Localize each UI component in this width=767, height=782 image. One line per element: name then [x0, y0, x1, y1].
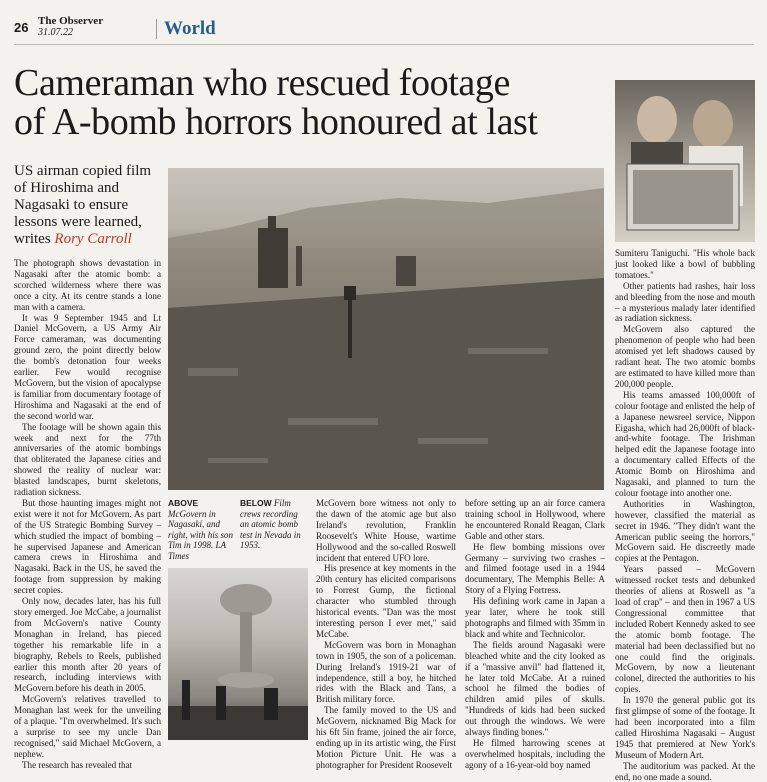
paragraph: The research has revealed that	[22, 759, 133, 770]
paragraph: He flew bombing missions over Germany – surviving two crashes – and filmed footage used in a 1944 documentary, The Memphis Belle: A Story of a Flying Fortress.	[465, 541, 605, 596]
headline-line-2: of A-bomb horrors honoured at last	[14, 101, 538, 143]
caption-above-label: ABOVE	[168, 498, 199, 508]
byline: Rory Carroll	[54, 231, 132, 247]
publication-name: The Observer	[38, 15, 104, 27]
masthead-divider	[156, 19, 157, 39]
paragraph: The auditorium was packed. At the end, no one made a sound.	[615, 760, 755, 782]
standfirst	[14, 163, 164, 248]
standfirst-text: US airman copied film of Hiroshima and Nagasaki to ensure lessons were learned, writes	[14, 163, 152, 247]
paragraph: before setting up an air force camera training school in Hollywood, where he encountered Ronald Reagan, Clark Gable and other stars.	[465, 498, 605, 541]
nagasaki-devastation-photo	[168, 168, 604, 490]
article-column-1	[14, 258, 161, 770]
paragraph: The family moved to the US and McGovern, nicknamed Big Mack for his 6ft 5in frame, joined the air force, ending up in its artistic wing, the First Motion Picture Unit. He was a photographer for President Roosevelt	[316, 705, 456, 770]
top-rule	[14, 44, 754, 45]
paragraph: The photograph shows devastation in Nagasaki after the atomic bomb: a scorched wilderness where there was once a city. At its centre stands a lone man with a camera.	[14, 258, 161, 312]
paragraph: He filmed harrowing scenes at overwhelmed hospitals, including the agony of a 16-year-old boy named	[465, 737, 605, 770]
nevada-bomb-test-photo	[168, 568, 308, 740]
paragraph: Only now, decades later, has his full story emerged. Joe McCabe, a journalist from McGovern's native County Monaghan in Ireland, has pieced together his remarkable life in a biography, Rebels to Reels, published earlier this month after 20 years of research, including interviews with McGovern before his death in 2005.	[14, 596, 161, 694]
section-label: World	[164, 18, 216, 39]
paragraph: McGovern bore witness not only to the dawn of the atomic age but also Ireland's revolution, Franklin Roosevelt's White House, wartime Hollywood and the so-called Roswell incident that entered UFO lore.	[316, 498, 456, 563]
masthead	[38, 16, 103, 38]
paragraph: The fields around Nagasaki were bleached white and the city looked as if a "massive anvil" had flattened it, he later told McCabe. At a ruined school he filmed the bodies of children amid piles of skulls. "Hundreds of kids had been sucked out through the windows. We were always finding bones."	[465, 639, 605, 738]
paragraph: It was 9 September 1945 and Lt Daniel McGovern, a US Army Air Force cameraman, was documenting ground zero, the point directly below the bomb's detonation four weeks earlier. Few would recognise McGovern, but the vision of apocalypse is familiar from documentary footage of Hiroshima and Nagasaki at the end of the second world war.	[14, 312, 161, 421]
article-column-4	[465, 498, 605, 770]
article-column-3	[316, 498, 456, 770]
paragraph: The footage will be shown again this week and next for the 77th anniversaries of the atomic bombings that obliterated the Japanese cities and showed the reality of nuclear war: blasted landscapes, burnt skeletons, radiation sickness.	[14, 421, 161, 498]
caption-below-label: BELOW	[240, 498, 272, 508]
caption-above	[168, 498, 234, 561]
paragraph: Sumiteru Taniguchi. "His whole back just looked like a bowl of bubbling tomatoes."	[615, 248, 755, 280]
page-number: 26	[14, 20, 29, 35]
paragraph: Years passed – McGovern witnessed rocket tests and debunked theories of aliens at Roswell as "a load of crap" – and then in 1967 a US Congressional committee that included Robert Kennedy asked to see the atomic bomb footage. The material had been declassified but no one could find the originals. McGovern, by now a lieutenant colonel, directed the authorities to his copies.	[615, 564, 755, 695]
paragraph: His presence at key moments in the 20th century has elicited comparisons to Forrest Gump, the fictional character who stumbled through historical events. "Dan was the most interesting person I ever met," said McCabe.	[316, 563, 456, 639]
caption-above-text: McGovern in Nagasaki, and right, with his son Tim in 1998.	[168, 508, 234, 550]
caption-above-credit: LA Times	[168, 540, 226, 561]
paragraph: McGovern's relatives travelled to Monaghan last week for the unveiling of a plaque. "I'm overwhelmed. It's such a surprise to see my uncle Dan recognised," said Michael McGovern, a nephew.	[14, 694, 161, 759]
article-column-5	[615, 248, 755, 782]
issue-date: 31.07.22	[38, 27, 73, 38]
paragraph: But those haunting images might not exist were it not for McGovern. As part of the US Strategic Bombing Survey – which studied the impact of bombing – he supervised Japanese and American camera crews in Hiroshima and Nagasaki. Back in the US, he saved the footage from suppression by making secret copies.	[14, 497, 161, 596]
paragraph: Other patients had rashes, hair loss and bleeding from the nose and mouth – a mysterious malady later identified as radiation sickness.	[615, 280, 755, 324]
headline	[14, 64, 604, 142]
paragraph: McGovern also captured the phenomenon of people who had been atomised yet left shadows caused by radiant heat. The two atomic bombs are estimated to have killed more than 200,000 people.	[615, 324, 755, 389]
paragraph: His teams amassed 100,000ft of colour footage and enlisted the help of a Japanese newsreel service, Nippon Eigasha, which had 26,000ft of black-and-white footage. The Irishman helped edit the Japanese footage into a documentary called Effects of the Atomic Bomb on Hiroshima and Nagasaki, and planned to turn the colour footage into another one.	[615, 389, 755, 498]
paragraph: In 1970 the general public got its first glimpse of some of the footage. It had been incorporated into a film called Hiroshima Nagasaki – August 1945 that premiered at New York's Museum of Modern Art.	[615, 695, 755, 760]
paragraph: Authorities in Washington, however, classified the material as secret in 1946. "They didn't want the American public seeing the horrors," McGovern said. He discreetly made copies at the Pentagon.	[615, 498, 755, 564]
paragraph: McGovern was born in Monaghan town in 1905, the son of a policeman. During Ireland's 1919-21 war of independence, still a boy, he hitched rides with the Black and Tans, a British military force.	[316, 639, 456, 705]
caption-below-text: Film crews recording an atomic bomb test in Nevada in 1953.	[240, 498, 301, 550]
caption-below	[240, 498, 306, 551]
mcgovern-portrait-photo	[615, 80, 755, 242]
paragraph: His defining work came in Japan a year later, where he took still photographs and filmed with 35mm in black and white and Technicolor.	[465, 596, 605, 639]
headline-line-1: Cameraman who rescued footage	[14, 62, 510, 104]
